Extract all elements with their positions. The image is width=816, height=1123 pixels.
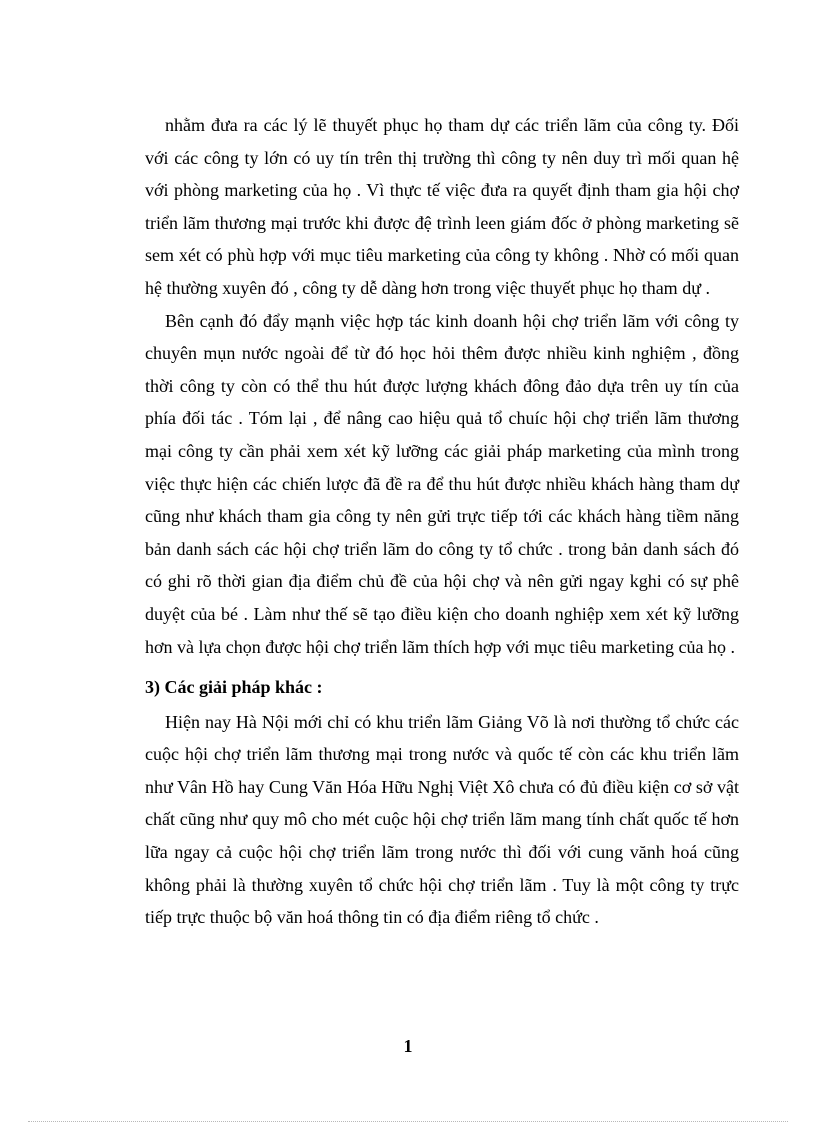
section-heading: 3) Các giải pháp khác : (145, 677, 323, 698)
paragraph-3: Hiện nay Hà Nội mới chỉ có khu triển lãm Giảng Võ là nơi thường tổ chức các cuộc hội chợ triển lãm thương mại trong nước và quốc tế còn các khu triển lãm như Vân Hồ hay Cung Văn Hóa Hữu Nghị Việt Xô chưa có đủ điều kiện cơ sở vật chất cũng như quy mô cho mét cuộc hội chợ triển lãm mang tính chất quốc tế hơn lữa ngay cả cuộc hội chợ triển lãm trong nước thì đối với cung vănh hoá cũng không phải là thường xuyên tổ chức hội chợ triển lãm . Tuy là một công ty trực tiếp trực thuộc bộ văn hoá thông tin có địa điểm riêng tổ chức . (145, 711, 739, 928)
paragraph-2: Bên cạnh đó đẩy mạnh việc hợp tác kinh doanh hội chợ triển lãm với công ty chuyên mụn nước ngoài để từ đó học hỏi thêm được nhiều kinh nghiệm , đồng thời công ty còn có thể thu hút được lượng khách đông đảo dựa trên uy tín của phía đối tác . Tóm lại , để nâng cao hiệu quả tổ chuíc hội chợ triển lãm thương mại công ty cần phải xem xét kỹ lưỡng các giải pháp marketing của mình trong việc thực hiện các chiến lược đã đề ra để thu hút được nhiều khách hàng tham dự cũng như khách tham gia công ty nên gửi trực tiếp tới các khách hàng tiềm năng bản danh sách các hội chợ triển lãm do công ty tổ chức . trong bản danh sách đó có ghi rõ thời gian địa điểm chủ đề của hội chợ và nên gửi ngay kghi có sự phê duyệt của bé . Làm như thế sẽ tạo điều kiện cho doanh nghiệp xem xét kỹ lưỡng hơn và lựa chọn được hội chợ triển lãm thích hợp với mục tiêu marketing của họ . (145, 310, 739, 657)
page-number: 1 (403, 1036, 413, 1056)
page-body (145, 109, 739, 934)
footer-divider (28, 1121, 788, 1122)
paragraph-1: nhằm đưa ra các lý lẽ thuyết phục họ tham dự các triển lãm của công ty. Đối với các công ty lớn có uy tín trên thị trường thì công ty nên duy trì mối quan hệ với phòng marketing của họ . Vì thực tế việc đưa ra quyết định tham gia hội chợ triển lãm thương mại trước khi được đệ trình leen giám đốc ở phòng marketing sẽ sem xét có phù hợp với mục tiêu marketing của công ty không . Nhờ có mối quan hệ thường xuyên đó , công ty dễ dàng hơn trong việc thuyết phục họ tham dự . (145, 115, 739, 298)
